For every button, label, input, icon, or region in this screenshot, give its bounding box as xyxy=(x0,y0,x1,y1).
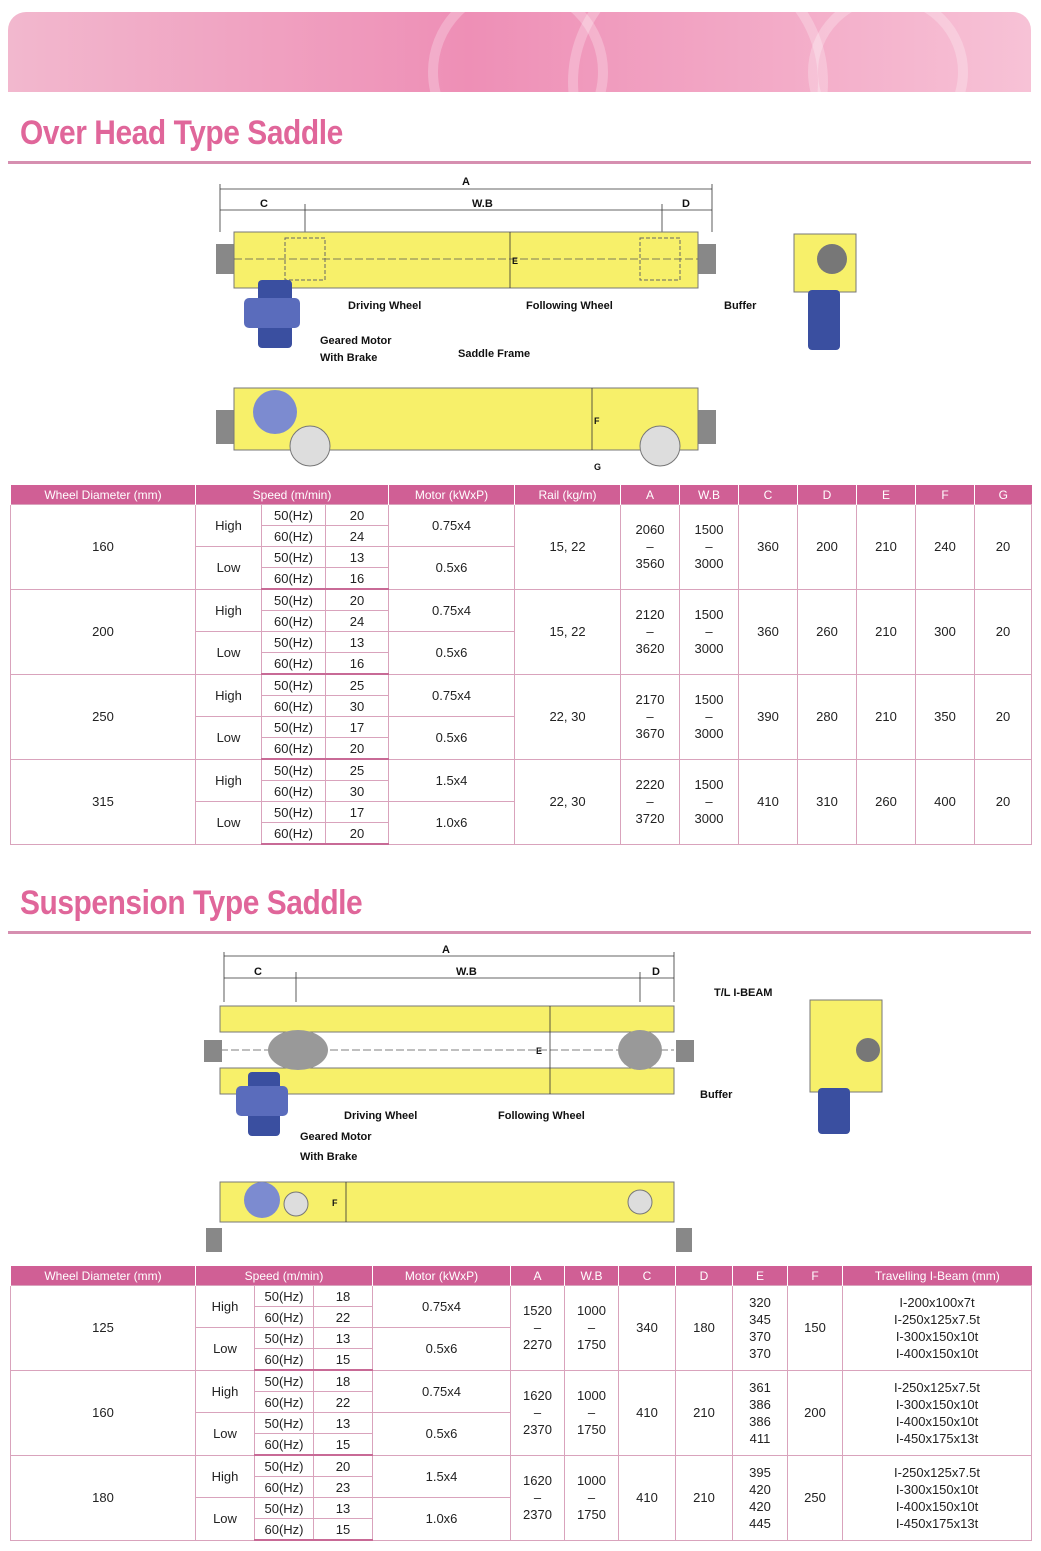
range-dash: – xyxy=(587,1320,596,1336)
col-header: W.B xyxy=(680,485,739,505)
frequency-cell: 50(Hz) xyxy=(262,717,326,738)
list-value: 320 xyxy=(749,1294,771,1310)
dim-wb-cell xyxy=(680,674,739,759)
range-dash: – xyxy=(705,539,713,555)
dim-f-label: F xyxy=(332,1198,338,1208)
range-dash: – xyxy=(533,1405,542,1420)
dim-d-cell: 280 xyxy=(798,674,857,759)
range-max: 2270 xyxy=(523,1337,552,1353)
col-header: F xyxy=(916,485,975,505)
range-min: 1000 xyxy=(577,1473,606,1488)
col-header: E xyxy=(857,485,916,505)
dim-c-label: C xyxy=(254,966,262,978)
range-max: 1750 xyxy=(577,1337,606,1353)
speed-value-cell: 13 xyxy=(326,632,389,653)
list-value: 420 xyxy=(749,1481,771,1497)
list-value: 386 xyxy=(749,1396,771,1412)
speed-value-cell: 30 xyxy=(326,696,389,717)
tl-ibeam-label: T/L I-BEAM xyxy=(714,987,773,999)
wheel-diameter-cell: 125 xyxy=(11,1286,196,1371)
speed-level-cell: Low xyxy=(196,1498,255,1541)
travelling-beam-cell xyxy=(843,1286,1032,1371)
frequency-cell: 60(Hz) xyxy=(262,738,326,760)
dim-e-cell: 210 xyxy=(857,505,916,590)
speed-value-cell: 30 xyxy=(326,781,389,802)
range-min: 1620 xyxy=(523,1473,552,1488)
col-header: Rail (kg/m) xyxy=(515,485,621,505)
speed-level-cell: High xyxy=(196,589,262,632)
buffer-label: Buffer xyxy=(700,1089,733,1101)
overhead-spec-table xyxy=(10,485,1032,845)
list-value: I-300x150x10t xyxy=(895,1396,979,1412)
suspension-spec-table xyxy=(10,1266,1032,1541)
frequency-cell: 50(Hz) xyxy=(262,589,326,611)
col-header: F xyxy=(788,1266,843,1286)
speed-level-cell: Low xyxy=(196,632,262,675)
motor-cell: 0.75x4 xyxy=(373,1286,511,1328)
dim-e-cell: 210 xyxy=(857,674,916,759)
frequency-cell: 50(Hz) xyxy=(262,547,326,568)
speed-level-cell: Low xyxy=(196,717,262,760)
table-row xyxy=(11,1455,1032,1477)
range-min: 1500 xyxy=(694,522,724,538)
geared-motor-label: Geared Motor xyxy=(320,335,392,347)
overhead-saddle-drawing xyxy=(200,172,880,472)
frequency-cell: 50(Hz) xyxy=(262,674,326,696)
motor-cell: 0.5x6 xyxy=(389,717,515,760)
range-dash: – xyxy=(705,794,713,809)
speed-level-cell: High xyxy=(196,1370,255,1413)
list-value: 370 xyxy=(749,1345,771,1361)
frequency-cell: 50(Hz) xyxy=(262,802,326,823)
speed-value-cell: 20 xyxy=(326,505,389,526)
speed-value-cell: 17 xyxy=(326,802,389,823)
table-row xyxy=(11,505,1032,526)
range-max: 3560 xyxy=(635,556,665,572)
wheel-diameter-cell: 160 xyxy=(11,1370,196,1455)
speed-value-cell: 13 xyxy=(314,1413,373,1434)
frequency-cell: 50(Hz) xyxy=(255,1370,314,1392)
dim-wb-cell xyxy=(565,1455,619,1540)
driving-wheel-label: Driving Wheel xyxy=(348,300,422,312)
col-header: W.B xyxy=(565,1266,619,1286)
range-min: 1000 xyxy=(577,1303,606,1319)
col-header: A xyxy=(621,485,680,505)
speed-level-cell: High xyxy=(196,759,262,802)
speed-value-cell: 20 xyxy=(314,1455,373,1477)
range-min: 2170 xyxy=(635,692,665,707)
dim-f-cell: 400 xyxy=(916,759,975,844)
motor-cell: 0.75x4 xyxy=(389,505,515,547)
range-min: 2120 xyxy=(635,607,665,622)
wheel-diameter-cell: 200 xyxy=(11,589,196,674)
speed-value-cell: 16 xyxy=(326,568,389,590)
motor-cell: 1.0x6 xyxy=(389,802,515,845)
dim-wb-cell xyxy=(680,759,739,844)
frequency-cell: 60(Hz) xyxy=(262,526,326,547)
speed-value-cell: 17 xyxy=(326,717,389,738)
dim-a-cell xyxy=(621,759,680,844)
dim-c-cell: 340 xyxy=(619,1286,676,1371)
dim-a-cell xyxy=(511,1286,565,1371)
dim-wb-label: W.B xyxy=(472,198,493,210)
range-dash: – xyxy=(646,794,654,809)
frequency-cell: 60(Hz) xyxy=(262,611,326,632)
frequency-cell: 60(Hz) xyxy=(262,781,326,802)
speed-value-cell: 15 xyxy=(314,1519,373,1541)
dim-e-cell xyxy=(733,1370,788,1455)
dim-d-cell: 210 xyxy=(676,1455,733,1540)
speed-level-cell: High xyxy=(196,1286,255,1328)
frequency-cell: 50(Hz) xyxy=(262,505,326,526)
speed-value-cell: 20 xyxy=(326,738,389,760)
list-value: 386 xyxy=(749,1413,771,1429)
motor-cell: 1.5x4 xyxy=(373,1455,511,1498)
dim-g-cell: 20 xyxy=(975,674,1032,759)
dim-wb-cell xyxy=(565,1286,619,1371)
speed-value-cell: 15 xyxy=(314,1349,373,1371)
travelling-beam-cell xyxy=(843,1455,1032,1540)
speed-value-cell: 13 xyxy=(314,1498,373,1519)
wheel-diameter-cell: 160 xyxy=(11,505,196,590)
col-header: C xyxy=(619,1266,676,1286)
range-max: 3720 xyxy=(635,811,665,826)
list-value: I-200x100x7t xyxy=(899,1294,975,1310)
dim-a-label: A xyxy=(462,176,470,188)
dim-a-cell xyxy=(621,589,680,674)
frequency-cell: 50(Hz) xyxy=(255,1286,314,1307)
table-row xyxy=(11,1370,1032,1392)
col-header: Motor (kWxP) xyxy=(389,485,515,505)
frequency-cell: 60(Hz) xyxy=(262,653,326,675)
range-dash: – xyxy=(533,1490,542,1505)
col-header: Speed (m/min) xyxy=(196,485,389,505)
range-dash: – xyxy=(533,1320,542,1336)
dim-f-cell: 150 xyxy=(788,1286,843,1371)
dim-wb-cell xyxy=(565,1370,619,1455)
range-min: 1520 xyxy=(523,1303,552,1319)
dim-e-cell xyxy=(733,1286,788,1371)
buffer-label: Buffer xyxy=(724,300,757,312)
header-banner xyxy=(8,12,1031,92)
list-value: 395 xyxy=(749,1464,771,1480)
speed-level-cell: High xyxy=(196,1455,255,1498)
col-header: Travelling I-Beam (mm) xyxy=(843,1266,1032,1286)
speed-level-cell: Low xyxy=(196,1328,255,1371)
list-value: I-250x125x7.5t xyxy=(894,1311,981,1327)
speed-level-cell: Low xyxy=(196,802,262,845)
col-header: C xyxy=(739,485,798,505)
list-value: I-250x125x7.5t xyxy=(894,1379,981,1395)
dim-f-cell: 250 xyxy=(788,1455,843,1540)
table-row xyxy=(11,1286,1032,1307)
dim-c-cell: 360 xyxy=(739,505,798,590)
list-value: 370 xyxy=(749,1328,771,1344)
range-dash: – xyxy=(646,539,654,555)
range-min: 1500 xyxy=(694,607,724,622)
dim-c-cell: 390 xyxy=(739,674,798,759)
speed-value-cell: 23 xyxy=(314,1477,373,1498)
range-dash: – xyxy=(705,709,713,724)
range-min: 1500 xyxy=(694,692,724,707)
motor-cell: 0.5x6 xyxy=(373,1413,511,1456)
with-brake-label: With Brake xyxy=(300,1151,358,1163)
range-max: 1750 xyxy=(577,1507,606,1522)
dim-c-cell: 410 xyxy=(739,759,798,844)
table-row xyxy=(11,759,1032,781)
suspension-saddle-drawing xyxy=(200,942,900,1258)
rail-cell: 22, 30 xyxy=(515,674,621,759)
speed-value-cell: 24 xyxy=(326,611,389,632)
range-dash: – xyxy=(587,1405,596,1420)
frequency-cell: 50(Hz) xyxy=(262,632,326,653)
frequency-cell: 50(Hz) xyxy=(255,1455,314,1477)
range-dash: – xyxy=(705,624,713,639)
motor-cell: 0.5x6 xyxy=(373,1328,511,1371)
list-value: I-400x150x10t xyxy=(895,1498,979,1514)
range-max: 3670 xyxy=(635,726,665,741)
table-row xyxy=(11,589,1032,611)
frequency-cell: 50(Hz) xyxy=(255,1328,314,1349)
dim-c-cell: 410 xyxy=(619,1370,676,1455)
dim-a-cell xyxy=(511,1370,565,1455)
rail-cell: 22, 30 xyxy=(515,759,621,844)
rail-cell: 15, 22 xyxy=(515,505,621,590)
range-dash: – xyxy=(646,624,654,639)
frequency-cell: 60(Hz) xyxy=(255,1434,314,1456)
col-header: Motor (kWxP) xyxy=(373,1266,511,1286)
range-max: 3000 xyxy=(694,726,724,741)
motor-cell: 1.0x6 xyxy=(373,1498,511,1541)
speed-level-cell: Low xyxy=(196,547,262,590)
dim-g-cell: 20 xyxy=(975,505,1032,590)
section-title-overhead: Over Head Type Saddle xyxy=(20,114,343,152)
table-row xyxy=(11,674,1032,696)
speed-value-cell: 20 xyxy=(326,589,389,611)
range-dash: – xyxy=(587,1490,596,1505)
wheel-diameter-cell: 250 xyxy=(11,674,196,759)
range-max: 1750 xyxy=(577,1422,606,1437)
frequency-cell: 60(Hz) xyxy=(262,568,326,590)
col-header: Wheel Diameter (mm) xyxy=(11,485,196,505)
speed-value-cell: 24 xyxy=(326,526,389,547)
col-header: G xyxy=(975,485,1032,505)
dim-g-cell: 20 xyxy=(975,759,1032,844)
list-value: I-400x150x10t xyxy=(895,1413,979,1429)
dim-f-cell: 240 xyxy=(916,505,975,590)
table-header-row xyxy=(11,1266,1032,1286)
speed-value-cell: 18 xyxy=(314,1286,373,1307)
motor-cell: 0.5x6 xyxy=(389,547,515,590)
motor-cell: 0.75x4 xyxy=(389,589,515,632)
col-header: D xyxy=(676,1266,733,1286)
col-header: A xyxy=(511,1266,565,1286)
speed-level-cell: High xyxy=(196,505,262,547)
range-max: 3000 xyxy=(694,641,724,656)
dim-wb-cell xyxy=(680,505,739,590)
frequency-cell: 60(Hz) xyxy=(262,823,326,845)
speed-level-cell: High xyxy=(196,674,262,717)
driving-wheel-label: Driving Wheel xyxy=(344,1110,418,1122)
frequency-cell: 60(Hz) xyxy=(262,696,326,717)
motor-cell: 0.5x6 xyxy=(389,632,515,675)
list-value: I-450x175x13t xyxy=(895,1515,979,1531)
dim-a-label: A xyxy=(442,944,450,956)
range-dash: – xyxy=(646,709,654,724)
speed-value-cell: 22 xyxy=(314,1392,373,1413)
speed-value-cell: 15 xyxy=(314,1434,373,1456)
speed-value-cell: 18 xyxy=(314,1370,373,1392)
following-wheel-label: Following Wheel xyxy=(498,1110,585,1122)
section-divider xyxy=(8,161,1031,164)
dim-e-cell xyxy=(733,1455,788,1540)
list-value: I-300x150x10t xyxy=(895,1481,979,1497)
dim-d-cell: 310 xyxy=(798,759,857,844)
list-value: I-250x125x7.5t xyxy=(894,1464,981,1480)
section-divider xyxy=(8,931,1031,934)
speed-value-cell: 22 xyxy=(314,1307,373,1328)
with-brake-label: With Brake xyxy=(320,352,378,364)
list-value: 445 xyxy=(749,1515,771,1531)
motor-cell: 0.75x4 xyxy=(389,674,515,717)
dim-e-label: E xyxy=(512,256,519,266)
range-min: 1500 xyxy=(694,777,724,792)
list-value: I-450x175x13t xyxy=(895,1430,979,1446)
wheel-diameter-cell: 180 xyxy=(11,1455,196,1540)
table-header-row xyxy=(11,485,1032,505)
section-title-suspension: Suspension Type Saddle xyxy=(20,884,363,922)
list-value: I-400x150x10t xyxy=(895,1345,979,1361)
dim-d-cell: 180 xyxy=(676,1286,733,1371)
motor-cell: 1.5x4 xyxy=(389,759,515,802)
dim-e-label: E xyxy=(536,1046,543,1056)
saddle-frame-label: Saddle Frame xyxy=(458,348,531,360)
frequency-cell: 50(Hz) xyxy=(255,1498,314,1519)
dim-e-cell: 210 xyxy=(857,589,916,674)
col-header: D xyxy=(798,485,857,505)
range-max: 3000 xyxy=(694,811,724,826)
dim-d-cell: 210 xyxy=(676,1370,733,1455)
dim-e-cell: 260 xyxy=(857,759,916,844)
range-max: 2370 xyxy=(523,1507,552,1522)
dim-c-label: C xyxy=(260,198,268,210)
speed-value-cell: 20 xyxy=(326,823,389,845)
speed-value-cell: 16 xyxy=(326,653,389,675)
frequency-cell: 60(Hz) xyxy=(255,1307,314,1328)
dim-wb-cell xyxy=(680,589,739,674)
list-value: I-300x150x10t xyxy=(895,1328,979,1344)
range-min: 1620 xyxy=(523,1388,552,1403)
list-value: 345 xyxy=(749,1311,771,1327)
dim-g-label: G xyxy=(594,462,602,472)
dim-f-cell: 300 xyxy=(916,589,975,674)
frequency-cell: 60(Hz) xyxy=(255,1519,314,1541)
col-header: Wheel Diameter (mm) xyxy=(11,1266,196,1286)
motor-cell: 0.75x4 xyxy=(373,1370,511,1413)
dim-d-label: D xyxy=(682,198,690,210)
frequency-cell: 60(Hz) xyxy=(255,1349,314,1371)
dim-f-cell: 200 xyxy=(788,1370,843,1455)
speed-level-cell: Low xyxy=(196,1413,255,1456)
dim-a-cell xyxy=(511,1455,565,1540)
list-value: 420 xyxy=(749,1498,771,1514)
dim-wb-label: W.B xyxy=(456,966,477,978)
speed-value-cell: 25 xyxy=(326,674,389,696)
dim-g-cell: 20 xyxy=(975,589,1032,674)
range-min: 2060 xyxy=(635,522,665,538)
range-max: 3620 xyxy=(635,641,665,656)
dim-d-label: D xyxy=(652,966,660,978)
geared-motor-label: Geared Motor xyxy=(300,1131,372,1143)
dim-a-cell xyxy=(621,505,680,590)
frequency-cell: 50(Hz) xyxy=(262,759,326,781)
frequency-cell: 50(Hz) xyxy=(255,1413,314,1434)
speed-value-cell: 13 xyxy=(326,547,389,568)
dim-c-cell: 410 xyxy=(619,1455,676,1540)
range-min: 2220 xyxy=(635,777,665,792)
dim-f-cell: 350 xyxy=(916,674,975,759)
dim-d-cell: 260 xyxy=(798,589,857,674)
col-header: E xyxy=(733,1266,788,1286)
range-min: 1000 xyxy=(577,1388,606,1403)
wheel-diameter-cell: 315 xyxy=(11,759,196,844)
col-header: Speed (m/min) xyxy=(196,1266,373,1286)
list-value: 361 xyxy=(749,1379,771,1395)
following-wheel-label: Following Wheel xyxy=(526,300,613,312)
range-max: 3000 xyxy=(694,556,724,572)
list-value: 411 xyxy=(749,1430,771,1446)
rail-cell: 15, 22 xyxy=(515,589,621,674)
frequency-cell: 60(Hz) xyxy=(255,1392,314,1413)
dim-c-cell: 360 xyxy=(739,589,798,674)
range-max: 2370 xyxy=(523,1422,552,1437)
speed-value-cell: 13 xyxy=(314,1328,373,1349)
dim-f-label: F xyxy=(594,416,600,426)
travelling-beam-cell xyxy=(843,1370,1032,1455)
dim-d-cell: 200 xyxy=(798,505,857,590)
speed-value-cell: 25 xyxy=(326,759,389,781)
dim-a-cell xyxy=(621,674,680,759)
frequency-cell: 60(Hz) xyxy=(255,1477,314,1498)
